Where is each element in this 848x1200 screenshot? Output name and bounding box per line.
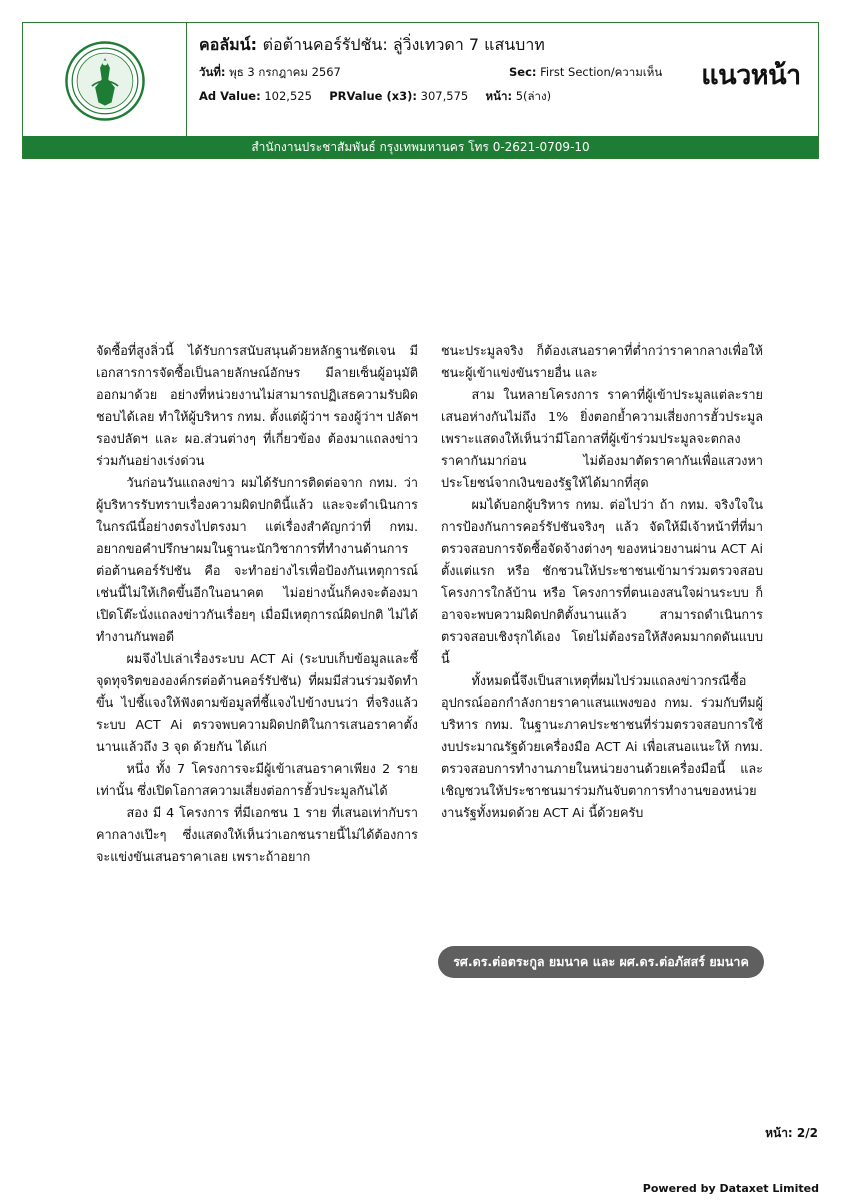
- date-row: [199, 64, 689, 80]
- column-row: [199, 33, 689, 58]
- page-value: 5(ล่าง): [515, 89, 552, 103]
- page-label: หน้า:: [485, 89, 513, 103]
- page-number: หน้า: 2/2: [765, 1126, 818, 1140]
- paragraph: ชนะประมูลจริง ก็ต้องเสนอราคาที่ต่ำกว่าราคากลางเพื่อให้ชนะผู้เข้าแข่งขันรายอื่น และ: [441, 343, 763, 380]
- paragraph: หนึ่ง ทั้ง 7 โครงการจะมีผู้เข้าเสนอราคาเพียง 2 รายเท่านั้น ซึ่งเปิดโอกาสความเสี่ยงต่อการฮั้วประมูลกันได้: [96, 761, 418, 798]
- column-value: ต่อต้านคอร์รัปชัน: ลู่วิ่งเทวดา 7 แสนบาท: [262, 35, 545, 54]
- pr-value: 307,575: [420, 89, 469, 103]
- paragraph: ผมจึงไปเล่าเรื่องระบบ ACT Ai (ระบบเก็บข้อมูลและชี้จุดทุจริตขององค์กรต่อต้านคอร์รัปชัน) ที่ผมมีส่วนร่วมจัดทำขึ้น ไปชี้แจงให้ฟังตามข้อมูลที่ชี้แจงไปข้างบนว่า ที่จริงแล้วระบบ ACT Ai ตรวจพบความผิดปกติในการเสนอราคาตั้งนานแล้วถึง 3 จุด ด้วยกัน ได้แก่: [96, 651, 418, 754]
- clip-meta: [199, 33, 689, 106]
- paragraph: ผมได้บอกผู้บริหาร กทม. ต่อไปว่า ถ้า กทม. จริงใจในการป้องกันการคอร์รัปชันจริงๆ แล้ว จัดให้มีเจ้าหน้าที่ที่มาตรวจสอบการจัดซื้อจัดจ้างต่างๆ ของหน่วยงานผ่าน ACT Ai ตั้งแต่แรก หรือ ชักชวนให้ประชาชนเข้ามาร่วมตรวจสอบโครงการใกล้บ้าน หรือ โครงการที่ตนเองสนใจผ่านระบบ ก็อาจจะพบความผิดปกติตั้งนานแล้ว สามารถดำเนินการตรวจสอบเชิงรุกได้เอง โดยไม่ต้องรอให้สังคมมากดดันแบบนี้: [441, 497, 763, 666]
- value-row: [199, 88, 689, 106]
- sec-value: First Section/ความเห็น: [540, 65, 663, 79]
- article-column-right: [441, 340, 763, 824]
- date-value: พุธ 3 กรกฎาคม 2567: [229, 65, 341, 79]
- paragraph: วันก่อนวันแถลงข่าว ผมได้รับการติดต่อจาก กทม. ว่าผู้บริหารรับทราบเรื่องความผิดปกตินี้แล้ว และจะดำเนินการในกรณีนี้อย่างตรงไปตรงมา แต่เรื่องสำคัญกว่าที่ กทม. อยากขอคำปรึกษาผมในฐานะนักวิชาการที่ทำงานด้านการต่อต้านคอร์รัปชัน คือ จะทำอย่างไรเพื่อป้องกันเหตุการณ์เช่นนี้ไม่ให้เกิดขึ้นอีกในอนาคต ไม่อย่างนั้นก็คงจะต้องมาเปิดโต๊ะนั่งแถลงข่าวกันเรื่อยๆ เมื่อมีเหตุการณ์ผิดปกติ ไม่ได้ทำงานกันพอดี: [96, 475, 418, 644]
- newspaper-brand: แนวหน้า: [701, 60, 801, 91]
- logo-box: [23, 23, 187, 138]
- clip-header: [22, 22, 819, 159]
- paragraph: สาม ในหลายโครงการ ราคาที่ผู้เข้าประมูลแต่ละรายเสนอห่างกันไม่ถึง 1% ยิ่งตอกย้ำความเสี่ยงการฮั้วประมูล เพราะแสดงให้เห็นว่ามีโอกาสที่ผู้เข้าร่วมประมูลจะตกลงราคากันมาก่อน ไม่ต้องมาตัดราคากันเพื่อแสวงหาประโยชน์จากเงินของรัฐให้ได้มากที่สุด: [441, 387, 763, 490]
- paragraph: ทั้งหมดนี้จึงเป็นสาเหตุที่ผมไปร่วมแถลงข่าวกรณีซื้ออุปกรณ์ออกกำลังกายราคาแสนแพงของ กทม. ร่วมกับทีมผู้บริหาร กทม. ในฐานะภาคประชาชนที่ร่วมตรวจสอบการใช้งบประมาณรัฐด้วยเครื่องมือ ACT Ai เพื่อเสนอแนะให้ กทม. ตรวจสอบการทำงานภายในหน่วยงานด้วยเครื่องมือนี้ และเชิญชวนให้ประชาชนมาร่วมกันจับตาการทำงานของหน่วยงานรัฐทั้งหมดด้วย ACT Ai นี้ด้วยครับ: [441, 673, 763, 820]
- author-byline: รศ.ดร.ต่อตระกูล ยมนาค และ ผศ.ดร.ต่อภัสสร์ ยมนาค: [438, 946, 764, 978]
- section-info: [509, 64, 662, 82]
- article-column-left: [96, 340, 418, 868]
- sec-label: Sec:: [509, 65, 537, 79]
- bangkok-seal-icon: [64, 40, 146, 122]
- powered-by: Powered by Dataxet Limited: [642, 1182, 819, 1195]
- date-label: วันที่:: [199, 65, 226, 79]
- paragraph: จัดซื้อที่สูงลิ่วนี้ ได้รับการสนับสนุนด้วยหลักฐานชัดเจน มีเอกสารการจัดซื้อเป็นลายลักษณ์อักษร มีลายเซ็นผู้อนุมัติออกมาด้วย อย่างที่หน่วยงานไม่สามารถปฏิเสธความรับผิดชอบได้เลย ทำให้ผู้บริหาร กทม. ตั้งแต่ผู้ว่าฯ รองผู้ว่าฯ ปลัดฯ รองปลัดฯ และ ผอ.ส่วนต่างๆ ที่เกี่ยวข้อง ต้องมาแถลงข่าวร่วมกันอย่างเร่งด่วน: [96, 343, 418, 468]
- pr-label: PRValue (x3):: [329, 89, 418, 103]
- column-label: คอลัมน์:: [199, 35, 257, 54]
- paragraph: สอง มี 4 โครงการ ที่มีเอกชน 1 ราย ที่เสนอเท่ากับราคากลางเป๊ะๆ ซึ่งแสดงให้เห็นว่าเอกชนรายนี้ไม่ได้ต้องการจะแข่งขันเสนอราคาเลย เพราะถ้าอยาก: [96, 805, 418, 864]
- ad-label: Ad Value:: [199, 89, 261, 103]
- agency-bar: สำนักงานประชาสัมพันธ์ กรุงเทพมหานคร โทร 0-2621-0709-10: [23, 136, 818, 158]
- ad-value: 102,525: [264, 89, 312, 103]
